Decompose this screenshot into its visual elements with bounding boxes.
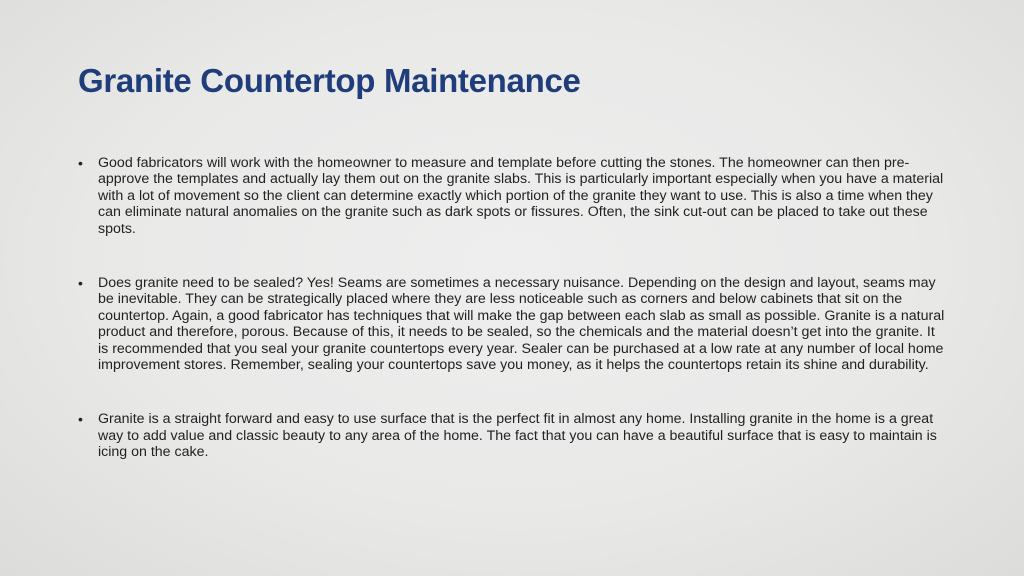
bullet-item [78,275,948,373]
bullet-item [78,155,948,237]
bullet-list [78,155,948,499]
slide-title: Granite Countertop Maintenance [78,62,581,99]
bullet-icon: • [78,155,83,171]
bullet-item [78,411,948,460]
bullet-text: Good fabricators will work with the homeowner to measure and template before cutting the stones. The homeowner can then pre-approve the templates and actually lay them out on the granite slabs. This is particularly important especially when you have a material with a lot of movement so the client can determine exactly which portion of the granite they want to use. This is also a time when they can eliminate natural anomalies on the granite such as dark spots or fissures. Often, the sink cut-out can be placed to take out these spots. [98,155,944,237]
bullet-text: Granite is a straight forward and easy to use surface that is the perfect fit in almost any home. Installing granite in the home is a great way to add value and classic beauty to any area of the home. The fact that you can have a beautiful surface that is easy to maintain is icing on the cake. [98,411,937,461]
bullet-text: Does granite need to be sealed? Yes! Seams are sometimes a necessary nuisance. Depending on the design and layout, seams may be inevitable. They can be strategically placed where they are less noticeable such as corners and below cabinets that sit on the countertop. Again, a good fabricator has techniques that will make the gap between each slab as small as possible. Granite is a natural product and therefore, porous. Because of this, it needs to be sealed, so the chemicals and the material doesn’t get into the granite. It is recommended that you seal your granite countertops every year. Sealer can be purchased at a low rate at any number of local home improvement stores. Remember, sealing your countertops save you money, as it helps the countertops retain its shine and durability. [98,275,945,374]
bullet-icon: • [78,411,83,428]
bullet-icon: • [78,275,83,292]
